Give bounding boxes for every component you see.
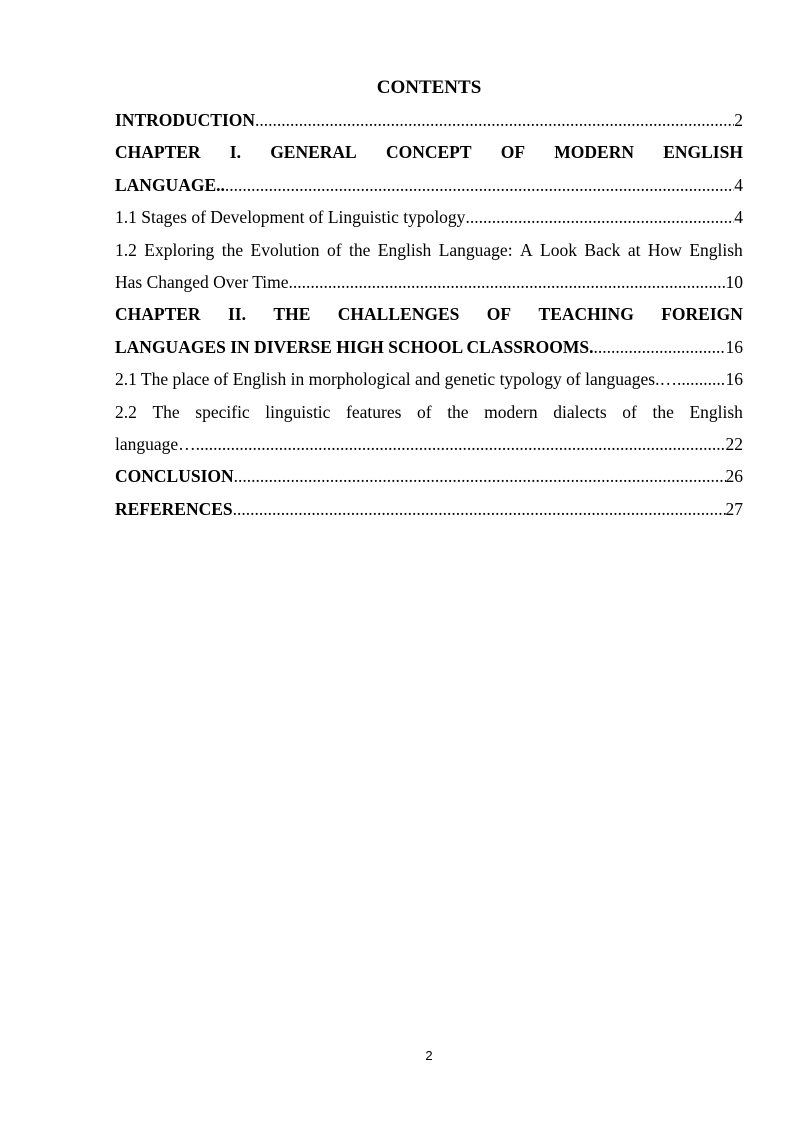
toc-entry-chapter-1[interactable]: [115, 136, 743, 201]
dot-leader: [255, 104, 734, 136]
dot-leader: [465, 201, 734, 233]
toc-entry-section-1-1[interactable]: [115, 201, 743, 233]
toc-entry-page: 16: [725, 369, 743, 390]
toc-entry-label-line1: CHAPTER I. GENERAL CONCEPT OF MODERN ENGLISH: [115, 142, 743, 163]
toc-entry-page: 4: [734, 207, 743, 228]
toc-entry-conclusion[interactable]: [115, 460, 743, 492]
table-of-contents: [115, 104, 743, 525]
toc-entry-section-1-2[interactable]: [115, 234, 743, 299]
toc-entry-page: 22: [725, 433, 743, 454]
toc-entry-label-line1: 1.2 Exploring the Evolution of the English Language: A Look Back at How English: [115, 239, 743, 260]
toc-entry-label-line2: Has Changed Over Time: [115, 271, 289, 292]
toc-entry-page: 4: [734, 174, 743, 195]
dot-leader: [289, 266, 726, 298]
toc-entry-chapter-2[interactable]: [115, 298, 743, 363]
toc-entry-label: CONCLUSION: [115, 466, 234, 487]
toc-entry-page: 10: [725, 271, 743, 292]
toc-entry-section-2-1[interactable]: [115, 363, 743, 395]
toc-entry-label: REFERENCES: [115, 498, 233, 519]
toc-entry-label-line1: 2.2 The specific linguistic features of the modern dialects of the English: [115, 401, 743, 422]
dot-leader: [234, 460, 726, 492]
toc-entry-label-line2: LANGUAGE..: [115, 174, 225, 195]
toc-entry-references[interactable]: [115, 493, 743, 525]
toc-entry-page: 16: [725, 336, 743, 357]
toc-entry-label: INTRODUCTION: [115, 110, 256, 130]
toc-entry-page: 2: [734, 110, 743, 130]
dot-leader: [233, 493, 726, 525]
toc-entry-label-line2: LANGUAGES IN DIVERSE HIGH SCHOOL CLASSROOMS.: [115, 336, 594, 357]
page-number: 2: [425, 1048, 433, 1063]
dot-leader: [196, 428, 726, 460]
toc-title: CONTENTS: [376, 77, 482, 98]
dot-leader: [593, 331, 725, 363]
toc-entry-label-line1: CHAPTER II. THE CHALLENGES OF TEACHING FOREIGN: [115, 304, 743, 325]
toc-entry-introduction[interactable]: [115, 104, 743, 136]
dot-leader: [225, 169, 734, 201]
toc-entry-label: 1.1 Stages of Development of Linguistic typology: [115, 207, 466, 228]
toc-entry-page: 26: [725, 466, 743, 487]
toc-entry-label: 2.1 The place of English in morphological and genetic typology of languages.…: [115, 369, 677, 390]
dot-leader: [677, 363, 726, 395]
toc-entry-section-2-2[interactable]: [115, 396, 743, 461]
toc-entry-page: 27: [725, 498, 743, 519]
toc-entry-label-line2: language…: [115, 433, 196, 454]
